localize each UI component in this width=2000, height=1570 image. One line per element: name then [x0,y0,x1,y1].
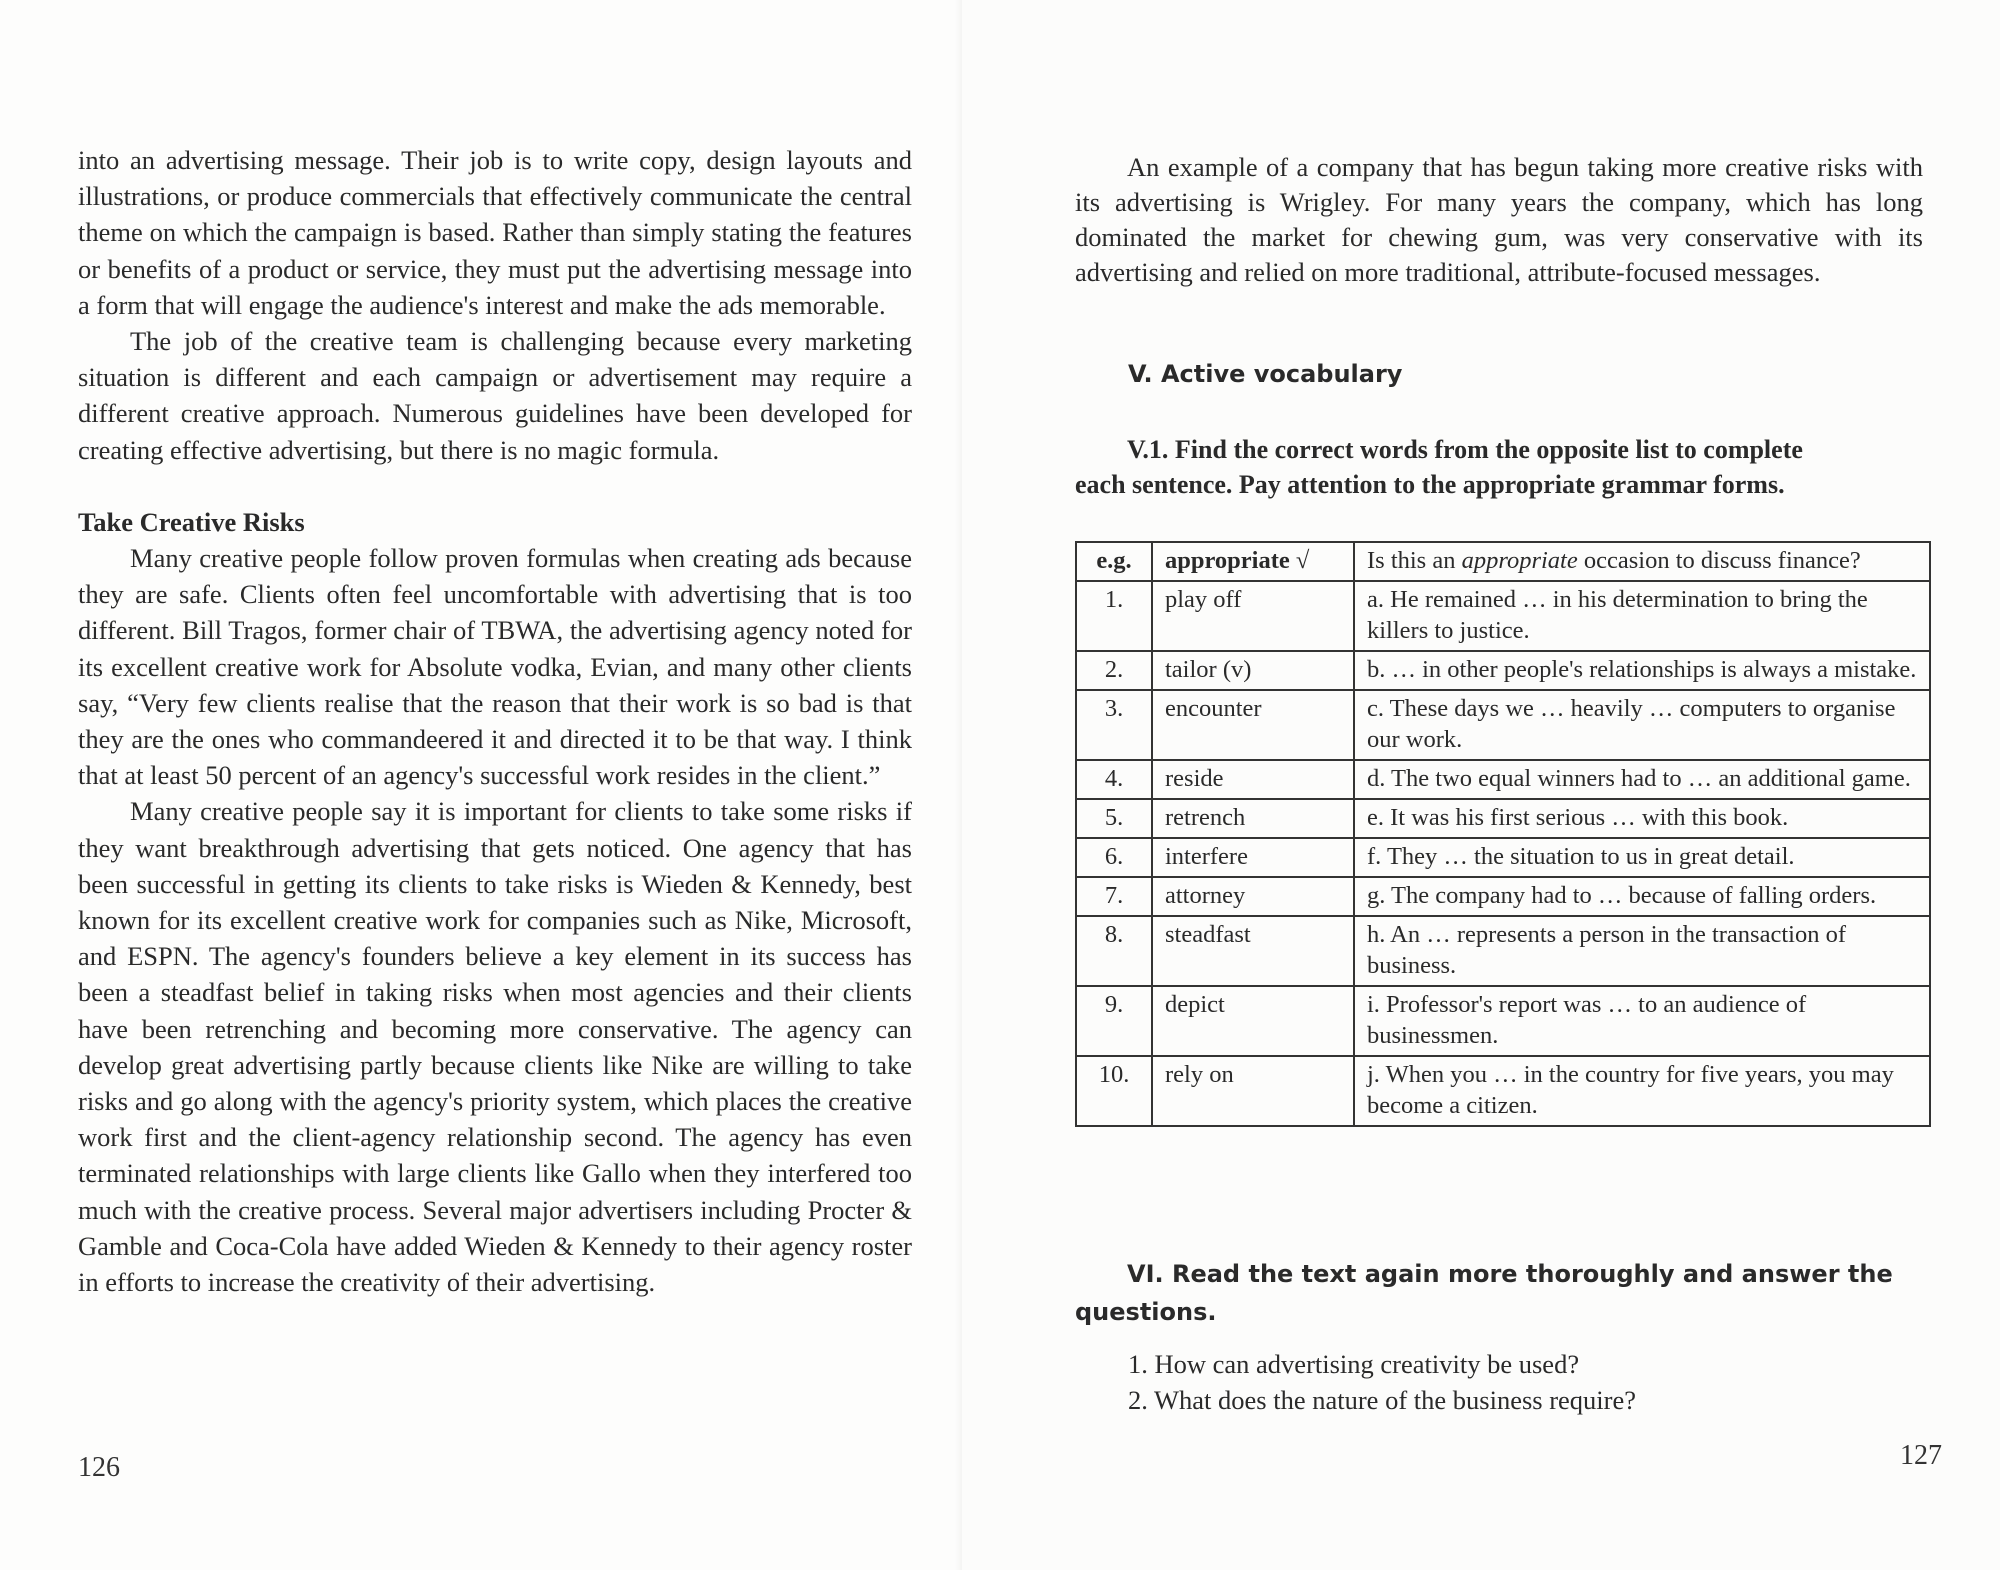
example-sentence-start: Is this an [1367,547,1462,574]
intro-paragraph: An example of a company that has begun taking more creative risks with its advertising is Wrigley. For many years the company, which has long dominated the market for chewing gum, was very conservative with its advertising and relied on more traditional, attribute-focused messages. [1075,152,1923,287]
row-sentence: j. When you … in the country for five years, you may become a citizen. [1354,1056,1930,1126]
page-number-left: 126 [78,1452,120,1483]
table-row [1076,986,1930,1056]
section-6-title [1075,1255,1935,1331]
row-sentence: c. These days we … heavily … computers to organise our work. [1354,690,1930,760]
instruction-line-2: each sentence. Pay attention to the appropriate grammar forms. [1075,470,1785,499]
row-word: steadfast [1152,916,1354,986]
example-label: e.g. [1076,542,1152,581]
row-sentence: e. It was his first serious … with this book. [1354,799,1930,838]
row-number: 2. [1076,651,1152,690]
example-sentence [1354,542,1930,581]
exercise-instruction [1075,432,1935,502]
example-sentence-italic: appropriate [1461,547,1578,574]
table-row [1076,877,1930,916]
example-sentence-end: occasion to discuss finance? [1577,547,1861,574]
paragraph-4: Many creative people say it is important for clients to take some risks if they want breakthrough advertising that gets noticed. One agency that has been successful in getting its clients to take risks is Wieden & Kennedy, best known for its excellent creative work for companies such as Nike, Microsoft, and ESPN. The agency's founders believe a key element in its success has been a steadfast belief in taking risks when most agencies and their clients have been retrenching and becoming more conservative. The agency can develop great advertising partly because clients like Nike are willing to take risks and go along with the agency's priority system, which places the creative work first and the client-agency relationship second. The agency has even terminated relationships with large clients like Gallo when they interfered too much with the creative process. Several major advertisers including Procter & Gamble and Coca-Cola have added Wieden & Kennedy to their agency roster in efforts to increase the creativity of their advertising. [78,796,912,1298]
row-number: 6. [1076,838,1152,877]
table-row [1076,799,1930,838]
question-2: 2. What does the nature of the business require? [1128,1385,1637,1415]
question-list [1128,1346,1928,1418]
table-row [1076,1056,1930,1126]
row-sentence: a. He remained … in his determination to bring the killers to justice. [1354,581,1930,651]
row-number: 4. [1076,760,1152,799]
row-sentence: g. The company had to … because of falling orders. [1354,877,1930,916]
row-word: interfere [1152,838,1354,877]
subheading-take-creative-risks: Take Creative Risks [78,506,305,537]
row-number: 7. [1076,877,1152,916]
section-6-line-1: VI. Read the text again more thoroughly and answer the [1127,1260,1893,1288]
row-sentence: h. An … represents a person in the transaction of business. [1354,916,1930,986]
vocabulary-table [1075,541,1931,1127]
left-page-text [78,142,912,1300]
section-6-line-2: questions. [1075,1298,1217,1326]
page-number-right: 127 [1900,1440,1942,1471]
row-word: encounter [1152,690,1354,760]
question-1: 1. How can advertising creativity be used? [1128,1349,1580,1379]
paragraph-1: into an advertising message. Their job is to write copy, design layouts and illustrations, or produce commercials that effectively communicate the central theme on which the campaign is based. Rather than simply stating the features or benefits of a product or service, they must put the advertising message into a form that will engage the audience's interest and make the ads memorable. [78,145,912,320]
row-word: play off [1152,581,1354,651]
table-row [1076,760,1930,799]
row-number: 8. [1076,916,1152,986]
table-row [1076,838,1930,877]
table-row [1076,690,1930,760]
row-sentence: f. They … the situation to us in great detail. [1354,838,1930,877]
table-row [1076,651,1930,690]
paragraph-2: The job of the creative team is challenging because every marketing situation is different and each campaign or advertisement may require a different creative approach. Numerous guidelines have been developed for creating effective advertising, but there is no magic formula. [78,326,912,465]
row-word: tailor (v) [1152,651,1354,690]
row-number: 5. [1076,799,1152,838]
row-sentence: b. … in other people's relationships is always a mistake. [1354,651,1930,690]
row-number: 3. [1076,690,1152,760]
row-number: 1. [1076,581,1152,651]
row-sentence: d. The two equal winners had to … an additional game. [1354,760,1930,799]
row-word: rely on [1152,1056,1354,1126]
instruction-line-1: V.1. Find the correct words from the opposite list to complete [1127,435,1803,464]
table-row-example [1076,542,1930,581]
row-number: 9. [1076,986,1152,1056]
paragraph-3: Many creative people follow proven formulas when creating ads because they are safe. Clients often feel uncomfortable with advertising that is too different. Bill Tragos, former chair of TBWA, the advertising agency noted for its excellent creative work for Absolute vodka, Evian, and many other clients say, “Very few clients realise that the reason that their work is so bad is that they are the ones who commandeered it and directed it to be that way. I think that at least 50 percent of an agency's successful work resides in the client.” [78,543,912,791]
left-page [0,0,962,1570]
row-word: depict [1152,986,1354,1056]
row-sentence: i. Professor's report was … to an audience of businessmen. [1354,986,1930,1056]
row-word: retrench [1152,799,1354,838]
table-row [1076,916,1930,986]
spacer [78,468,912,504]
row-number: 10. [1076,1056,1152,1126]
example-word: appropriate √ [1152,542,1354,581]
right-intro-text [1075,150,1923,290]
row-word: attorney [1152,877,1354,916]
section-5-title: V. Active vocabulary [1128,360,1403,388]
table-row [1076,581,1930,651]
row-word: reside [1152,760,1354,799]
